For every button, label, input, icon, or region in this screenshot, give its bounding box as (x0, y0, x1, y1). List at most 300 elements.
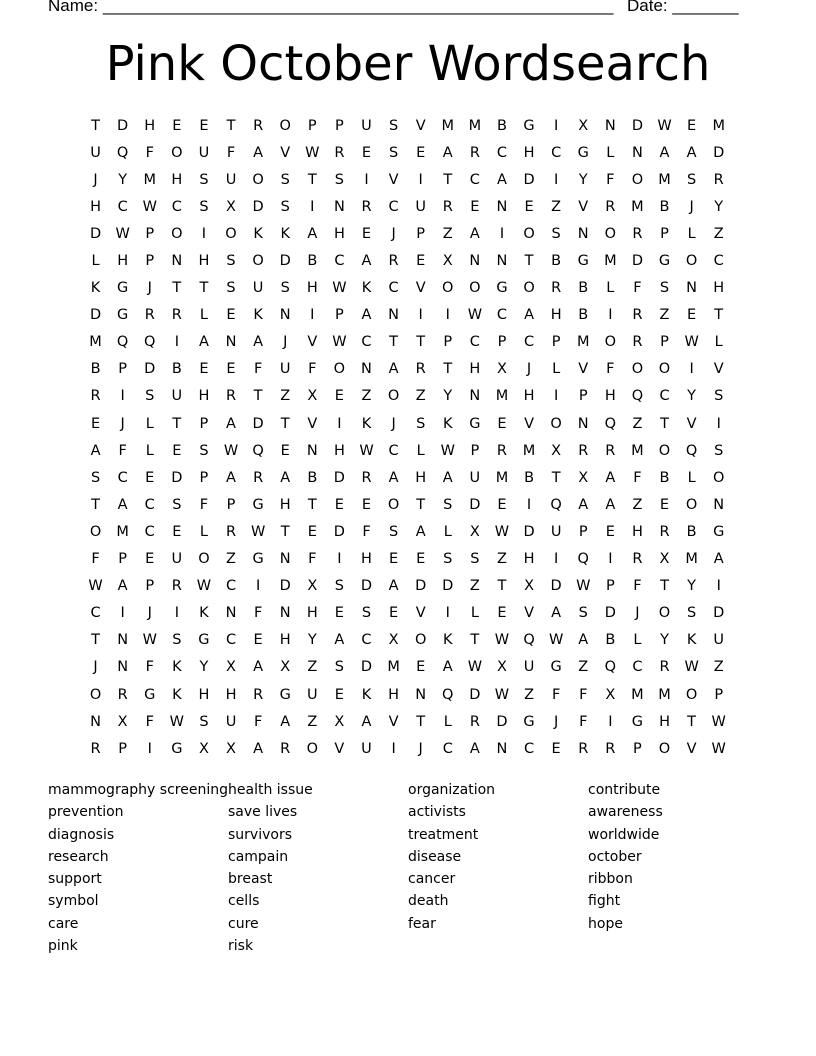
grid-letter[interactable]: X (659, 551, 670, 568)
grid-letter[interactable]: E (497, 415, 507, 432)
grid-letter[interactable]: O (89, 686, 102, 703)
grid-letter[interactable]: F (579, 686, 588, 703)
grid-letter[interactable]: I (499, 225, 505, 242)
grid-letter[interactable]: O (604, 334, 617, 351)
grid-letter[interactable]: S (199, 171, 209, 188)
grid-letter[interactable]: R (632, 334, 643, 351)
grid-letter[interactable]: E (361, 144, 372, 161)
grid-letter[interactable]: F (118, 442, 127, 459)
grid-letter[interactable]: D (442, 578, 454, 595)
grid-letter[interactable]: W (467, 307, 483, 324)
grid-letter[interactable]: W (494, 523, 510, 540)
grid-letter[interactable]: Q (442, 686, 454, 703)
grid-letter[interactable]: T (470, 632, 480, 649)
grid-letter[interactable]: S (443, 551, 453, 568)
grid-letter[interactable]: S (388, 144, 399, 161)
grid-letter[interactable]: A (226, 469, 236, 486)
grid-letter[interactable]: R (713, 171, 724, 188)
grid-letter[interactable]: U (361, 740, 372, 757)
grid-letter[interactable]: X (334, 713, 345, 730)
grid-letter[interactable]: A (361, 307, 372, 324)
grid-letter[interactable]: N (90, 713, 101, 730)
grid-letter[interactable]: E (605, 523, 615, 540)
grid-letter[interactable]: E (334, 496, 344, 513)
grid-letter[interactable]: W (332, 280, 347, 297)
grid-letter[interactable]: Q (550, 496, 562, 513)
grid-letter[interactable]: O (225, 225, 237, 242)
grid-letter[interactable]: E (659, 496, 670, 513)
grid-letter[interactable]: Z (551, 198, 562, 215)
grid-letter[interactable]: H (144, 117, 156, 134)
grid-letter[interactable]: M (495, 388, 509, 405)
grid-letter[interactable]: D (713, 605, 725, 622)
grid-letter[interactable]: R (90, 388, 101, 405)
grid-letter[interactable]: V (280, 144, 291, 161)
grid-letter[interactable]: I (554, 117, 559, 134)
grid-letter[interactable]: A (361, 253, 372, 270)
grid-letter[interactable]: W (684, 659, 699, 676)
grid-letter[interactable]: A (253, 659, 264, 676)
grid-letter[interactable]: B (171, 361, 182, 378)
grid-letter[interactable]: T (226, 117, 236, 134)
grid-letter[interactable]: E (253, 632, 263, 649)
grid-letter[interactable]: R (605, 442, 616, 459)
grid-letter[interactable]: W (359, 442, 374, 459)
grid-letter[interactable]: I (364, 171, 369, 188)
grid-letter[interactable]: W (115, 225, 130, 242)
grid-letter[interactable]: E (416, 551, 426, 568)
grid-letter[interactable]: G (713, 523, 725, 540)
grid-letter[interactable]: P (416, 225, 426, 242)
grid-letter[interactable]: D (523, 523, 535, 540)
grid-letter[interactable]: D (333, 469, 345, 486)
grid-letter[interactable]: I (554, 171, 559, 188)
grid-letter[interactable]: P (199, 415, 209, 432)
grid-letter[interactable]: O (171, 144, 183, 161)
grid-letter[interactable]: W (711, 740, 726, 757)
grid-letter[interactable]: G (252, 551, 264, 568)
grid-letter[interactable]: A (117, 578, 128, 595)
grid-letter[interactable]: I (608, 307, 613, 324)
grid-letter[interactable]: C (523, 740, 535, 757)
grid-letter[interactable]: T (307, 171, 317, 188)
grid-letter[interactable]: Q (604, 659, 617, 676)
grid-letter[interactable]: C (361, 334, 372, 351)
grid-letter[interactable]: R (253, 469, 264, 486)
grid-letter[interactable]: A (524, 307, 534, 324)
grid-letter[interactable]: D (550, 578, 562, 595)
grid-letter[interactable]: I (554, 388, 559, 405)
grid-letter[interactable]: I (310, 198, 315, 215)
grid-letter[interactable]: H (523, 144, 535, 161)
grid-letter[interactable]: C (144, 496, 155, 513)
grid-letter[interactable]: G (144, 686, 156, 703)
grid-letter[interactable]: O (523, 225, 535, 242)
grid-letter[interactable]: G (171, 740, 183, 757)
grid-letter[interactable]: C (659, 388, 670, 405)
grid-letter[interactable]: R (442, 198, 453, 215)
grid-letter[interactable]: Z (632, 415, 643, 432)
grid-letter[interactable]: N (604, 117, 616, 134)
grid-letter[interactable]: D (604, 605, 616, 622)
grid-letter[interactable]: I (174, 334, 179, 351)
grid-letter[interactable]: N (469, 388, 481, 405)
grid-letter[interactable]: H (198, 388, 210, 405)
grid-letter[interactable]: Y (199, 659, 209, 676)
grid-letter[interactable]: T (91, 117, 100, 134)
grid-letter[interactable]: B (578, 280, 589, 297)
grid-letter[interactable]: P (633, 740, 642, 757)
grid-letter[interactable]: H (659, 713, 670, 730)
grid-letter[interactable]: V (524, 415, 534, 432)
grid-letter[interactable]: E (388, 605, 399, 622)
grid-letter[interactable]: M (631, 198, 644, 215)
grid-letter[interactable]: A (253, 740, 264, 757)
grid-letter[interactable]: K (361, 686, 372, 703)
grid-letter[interactable]: V (415, 280, 426, 297)
grid-letter[interactable]: H (90, 198, 101, 215)
grid-letter[interactable]: B (307, 469, 318, 486)
grid-letter[interactable]: S (687, 171, 697, 188)
grid-letter[interactable]: D (415, 578, 427, 595)
grid-letter[interactable]: P (443, 334, 453, 351)
grid-letter[interactable]: E (145, 551, 155, 568)
grid-letter[interactable]: P (551, 334, 561, 351)
grid-letter[interactable]: B (90, 361, 101, 378)
grid-letter[interactable]: G (469, 415, 481, 432)
grid-letter[interactable]: V (307, 415, 318, 432)
grid-letter[interactable]: U (523, 659, 535, 676)
grid-letter[interactable]: F (145, 144, 154, 161)
grid-letter[interactable]: N (171, 253, 183, 270)
grid-letter[interactable]: A (442, 469, 453, 486)
grid-letter[interactable]: N (496, 253, 508, 270)
grid-letter[interactable]: N (496, 198, 508, 215)
grid-letter[interactable]: A (198, 334, 209, 351)
grid-letter[interactable]: O (658, 605, 671, 622)
grid-letter[interactable]: F (145, 713, 154, 730)
grid-letter[interactable]: W (142, 198, 157, 215)
grid-letter[interactable]: L (606, 280, 615, 297)
grid-letter[interactable]: U (550, 523, 562, 540)
grid-letter[interactable]: A (361, 713, 372, 730)
grid-letter[interactable]: T (253, 388, 263, 405)
grid-letter[interactable]: E (388, 551, 399, 568)
grid-letter[interactable]: E (172, 442, 182, 459)
grid-letter[interactable]: D (89, 307, 102, 324)
grid-letter[interactable]: A (388, 361, 399, 378)
grid-letter[interactable]: B (659, 198, 670, 215)
grid-letter[interactable]: I (255, 578, 261, 595)
grid-letter[interactable]: L (443, 713, 452, 730)
grid-letter[interactable]: S (226, 280, 236, 297)
grid-letter[interactable]: J (391, 225, 396, 242)
grid-letter[interactable]: Q (116, 334, 129, 351)
grid-letter[interactable]: S (172, 632, 182, 649)
grid-letter[interactable]: G (577, 253, 589, 270)
grid-letter[interactable]: T (172, 280, 182, 297)
grid-letter[interactable]: D (713, 144, 725, 161)
grid-letter[interactable]: M (89, 334, 102, 351)
grid-letter[interactable]: V (686, 415, 697, 432)
grid-letter[interactable]: J (93, 659, 98, 676)
grid-letter[interactable]: W (332, 334, 347, 351)
grid-letter[interactable]: G (658, 253, 671, 270)
grid-letter[interactable]: Q (604, 415, 617, 432)
grid-letter[interactable]: X (280, 659, 291, 676)
grid-letter[interactable]: D (89, 225, 102, 242)
grid-letter[interactable]: R (144, 307, 155, 324)
grid-letter[interactable]: Q (685, 442, 698, 459)
grid-letter[interactable]: H (279, 632, 291, 649)
grid-letter[interactable]: S (416, 415, 426, 432)
grid-letter[interactable]: U (361, 117, 372, 134)
grid-letter[interactable]: N (577, 225, 589, 242)
grid-letter[interactable]: R (225, 523, 237, 540)
grid-letter[interactable]: C (388, 280, 399, 297)
grid-letter[interactable]: D (279, 253, 291, 270)
grid-letter[interactable]: Q (577, 551, 589, 568)
grid-letter[interactable]: G (198, 632, 210, 649)
grid-letter[interactable]: E (226, 307, 236, 324)
grid-letter[interactable]: C (388, 198, 399, 215)
grid-letter[interactable]: H (604, 388, 616, 405)
grid-letter[interactable]: M (522, 442, 536, 459)
grid-letter[interactable]: V (524, 605, 534, 622)
grid-letter[interactable]: G (631, 713, 644, 730)
grid-letter[interactable]: W (88, 578, 103, 595)
grid-letter[interactable]: W (467, 659, 483, 676)
grid-letter[interactable]: A (253, 334, 264, 351)
grid-letter[interactable]: S (280, 198, 290, 215)
grid-letter[interactable]: A (659, 144, 670, 161)
grid-letter[interactable]: Q (631, 388, 644, 405)
grid-letter[interactable]: H (333, 442, 345, 459)
grid-letter[interactable]: N (279, 307, 291, 324)
grid-letter[interactable]: H (279, 496, 291, 513)
grid-letter[interactable]: O (631, 171, 644, 188)
grid-letter[interactable]: U (415, 198, 426, 215)
grid-letter[interactable]: U (713, 632, 725, 649)
grid-letter[interactable]: F (253, 605, 263, 622)
grid-letter[interactable]: C (388, 442, 399, 459)
grid-letter[interactable]: I (608, 713, 613, 730)
grid-letter[interactable]: P (578, 388, 588, 405)
grid-letter[interactable]: P (226, 496, 236, 513)
grid-letter[interactable]: D (631, 117, 643, 134)
grid-letter[interactable]: K (172, 686, 182, 703)
grid-letter[interactable]: Y (687, 578, 697, 595)
grid-letter[interactable]: B (605, 632, 616, 649)
grid-letter[interactable]: R (388, 253, 399, 270)
grid-letter[interactable]: I (418, 307, 423, 324)
grid-letter[interactable]: A (578, 496, 589, 513)
grid-letter[interactable]: J (93, 171, 98, 188)
grid-letter[interactable]: X (524, 578, 535, 595)
grid-letter[interactable]: Y (578, 171, 588, 188)
grid-letter[interactable]: G (279, 686, 291, 703)
grid-letter[interactable]: W (494, 632, 510, 649)
grid-letter[interactable]: K (361, 415, 372, 432)
grid-letter[interactable]: D (523, 171, 535, 188)
grid-letter[interactable]: N (117, 659, 129, 676)
grid-letter[interactable]: S (199, 198, 209, 215)
grid-letter[interactable]: H (117, 253, 129, 270)
grid-letter[interactable]: W (305, 144, 320, 161)
grid-letter[interactable]: R (117, 686, 128, 703)
grid-letter[interactable]: R (632, 307, 643, 324)
grid-letter[interactable]: T (307, 496, 317, 513)
grid-letter[interactable]: E (497, 496, 507, 513)
grid-letter[interactable]: K (172, 659, 182, 676)
grid-letter[interactable]: Z (307, 713, 318, 730)
grid-letter[interactable]: L (470, 605, 479, 622)
grid-letter[interactable]: O (252, 253, 264, 270)
grid-letter[interactable]: H (306, 280, 318, 297)
grid-letter[interactable]: B (659, 469, 670, 486)
grid-letter[interactable]: Z (659, 307, 670, 324)
grid-letter[interactable]: W (576, 578, 591, 595)
grid-letter[interactable]: V (388, 713, 399, 730)
grid-letter[interactable]: P (660, 225, 669, 242)
grid-letter[interactable]: S (334, 171, 344, 188)
grid-letter[interactable]: O (442, 280, 454, 297)
grid-letter[interactable]: N (225, 334, 237, 351)
grid-letter[interactable]: C (171, 198, 182, 215)
grid-letter[interactable]: T (91, 632, 100, 649)
grid-letter[interactable]: C (225, 632, 237, 649)
grid-letter[interactable]: S (226, 253, 236, 270)
grid-letter[interactable]: J (689, 198, 694, 215)
grid-letter[interactable]: A (686, 144, 697, 161)
grid-letter[interactable]: J (283, 334, 288, 351)
grid-letter[interactable]: M (685, 551, 698, 568)
grid-letter[interactable]: M (387, 659, 400, 676)
grid-letter[interactable]: E (416, 659, 426, 676)
grid-letter[interactable]: E (280, 442, 290, 459)
grid-letter[interactable]: F (253, 361, 263, 378)
grid-letter[interactable]: N (361, 361, 372, 378)
grid-letter[interactable]: S (145, 388, 155, 405)
grid-letter[interactable]: V (578, 361, 589, 378)
grid-letter[interactable]: R (253, 686, 264, 703)
grid-letter[interactable]: D (252, 198, 264, 215)
grid-letter[interactable]: X (551, 442, 562, 459)
grid-letter[interactable]: Q (144, 334, 156, 351)
grid-letter[interactable]: N (415, 686, 427, 703)
grid-letter[interactable]: Z (524, 686, 535, 703)
grid-letter[interactable]: Y (660, 632, 669, 649)
grid-letter[interactable]: B (686, 523, 697, 540)
grid-letter[interactable]: R (632, 551, 643, 568)
grid-letter[interactable]: O (712, 469, 725, 486)
grid-letter[interactable]: S (280, 280, 290, 297)
grid-letter[interactable]: U (198, 144, 210, 161)
grid-letter[interactable]: S (334, 659, 344, 676)
grid-letter[interactable]: J (391, 415, 396, 432)
grid-letter[interactable]: Z (280, 388, 291, 405)
grid-letter[interactable]: D (469, 496, 481, 513)
grid-letter[interactable]: H (198, 686, 210, 703)
grid-letter[interactable]: N (117, 632, 129, 649)
grid-letter[interactable]: S (388, 523, 399, 540)
grid-letter[interactable]: W (548, 632, 564, 649)
grid-letter[interactable]: R (280, 740, 291, 757)
grid-letter[interactable]: N (388, 307, 399, 324)
grid-letter[interactable]: S (714, 388, 724, 405)
grid-letter[interactable]: T (280, 523, 290, 540)
grid-letter[interactable]: X (198, 740, 209, 757)
grid-letter[interactable]: S (280, 171, 290, 188)
grid-letter[interactable]: C (442, 740, 453, 757)
grid-letter[interactable]: O (685, 253, 698, 270)
grid-letter[interactable]: O (252, 171, 264, 188)
grid-letter[interactable]: I (337, 551, 342, 568)
grid-letter[interactable]: S (334, 578, 344, 595)
grid-letter[interactable]: P (118, 551, 128, 568)
grid-letter[interactable]: E (334, 686, 344, 703)
grid-letter[interactable]: G (577, 144, 589, 161)
grid-letter[interactable]: Z (632, 496, 643, 513)
grid-letter[interactable]: J (147, 605, 152, 622)
grid-letter[interactable]: Z (442, 225, 453, 242)
grid-letter[interactable]: E (524, 198, 534, 215)
grid-letter[interactable]: M (441, 117, 455, 134)
grid-letter[interactable]: Z (361, 388, 372, 405)
grid-letter[interactable]: X (469, 523, 480, 540)
grid-letter[interactable]: Z (469, 578, 480, 595)
grid-letter[interactable]: E (199, 361, 209, 378)
grid-letter[interactable]: T (524, 253, 534, 270)
grid-letter[interactable]: O (631, 361, 644, 378)
grid-letter[interactable]: Y (118, 171, 128, 188)
grid-letter[interactable]: I (716, 415, 721, 432)
grid-letter[interactable]: H (713, 280, 725, 297)
grid-letter[interactable]: H (523, 388, 535, 405)
grid-letter[interactable]: Z (307, 659, 318, 676)
grid-letter[interactable]: W (142, 632, 157, 649)
grid-letter[interactable]: G (117, 280, 129, 297)
grid-letter[interactable]: L (633, 632, 642, 649)
grid-letter[interactable]: V (415, 117, 426, 134)
grid-letter[interactable]: E (687, 117, 697, 134)
grid-letter[interactable]: U (469, 469, 481, 486)
grid-letter[interactable]: M (658, 686, 671, 703)
grid-letter[interactable]: A (280, 469, 291, 486)
grid-letter[interactable]: P (145, 225, 155, 242)
grid-letter[interactable]: V (334, 740, 345, 757)
grid-letter[interactable]: T (280, 415, 290, 432)
grid-letter[interactable]: T (660, 415, 669, 432)
grid-letter[interactable]: X (605, 686, 616, 703)
grid-letter[interactable]: R (361, 198, 372, 215)
grid-letter[interactable]: H (523, 551, 535, 568)
grid-letter[interactable]: I (120, 388, 125, 405)
grid-letter[interactable]: C (117, 198, 128, 215)
grid-letter[interactable]: G (523, 713, 535, 730)
grid-letter[interactable]: X (307, 578, 318, 595)
grid-letter[interactable]: S (578, 605, 588, 622)
grid-letter[interactable]: X (578, 117, 589, 134)
grid-letter[interactable]: D (360, 578, 373, 595)
grid-letter[interactable]: O (89, 523, 102, 540)
grid-letter[interactable]: S (199, 713, 209, 730)
grid-letter[interactable]: A (442, 144, 453, 161)
grid-letter[interactable]: P (714, 686, 724, 703)
grid-letter[interactable]: D (252, 415, 264, 432)
grid-letter[interactable]: D (279, 578, 291, 595)
grid-letter[interactable]: P (118, 740, 128, 757)
